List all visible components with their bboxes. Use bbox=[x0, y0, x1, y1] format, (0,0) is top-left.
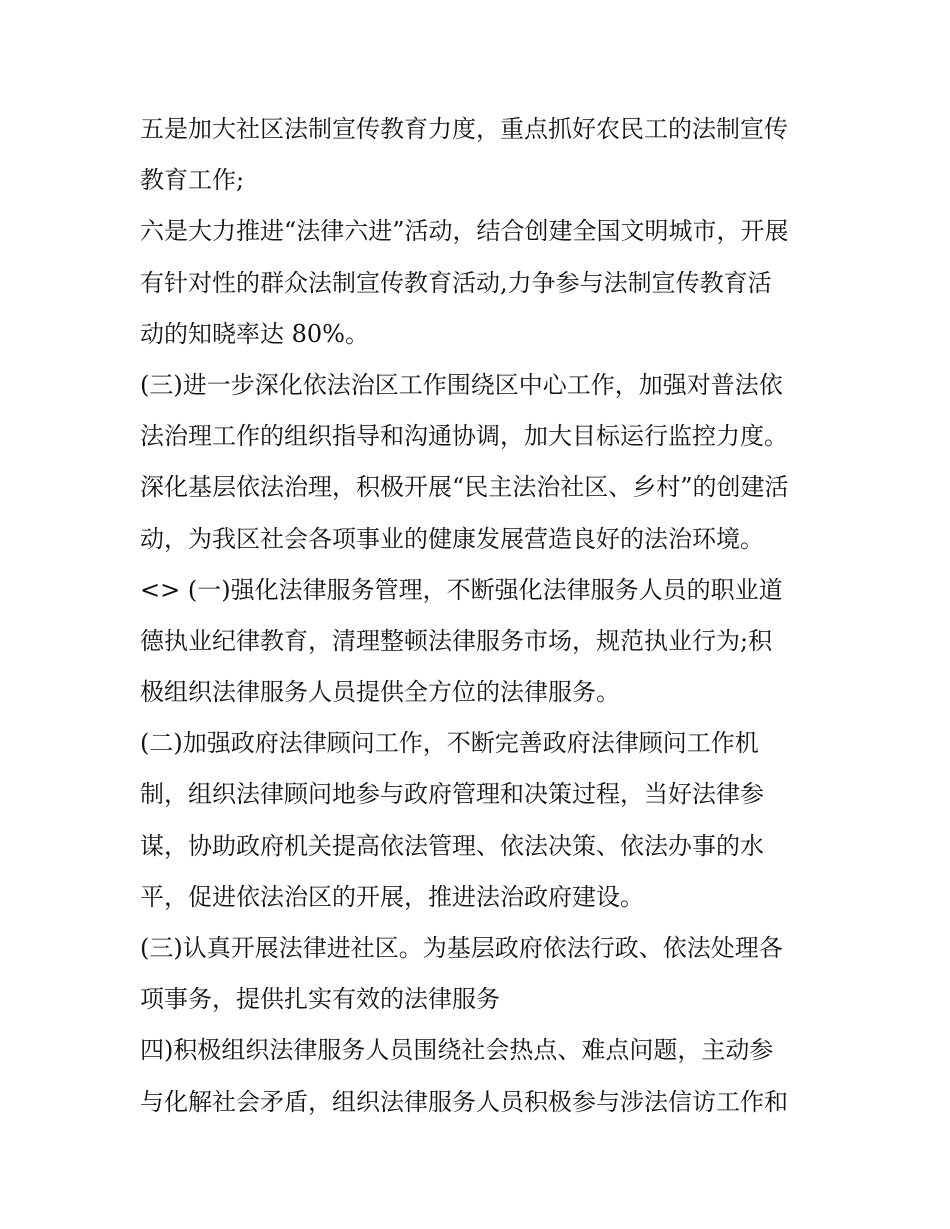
text-line: (二)加强政府法律顾问工作，不断完善政府法律顾问工作机 bbox=[140, 729, 759, 758]
text-line: 动的知晓率达 80%。 bbox=[140, 319, 369, 348]
text-line: (三)认真开展法律进社区。为基层政府依法行政、依法处理各 bbox=[140, 934, 783, 962]
text-line: 法治理工作的组织指导和沟通协调，加大目标运行监控力度。 bbox=[140, 422, 788, 451]
body-text bbox=[140, 104, 820, 1128]
text-line: 五是加大社区法制宣传教育力度，重点抓好农民工的法制宣传 bbox=[140, 115, 788, 143]
text-line: 动，为我区社会各项事业的健康发展营造良好的法治环境。 bbox=[140, 524, 764, 553]
text-line: 制，组织法律顾问地参与政府管理和决策过程，当好法律参 bbox=[140, 780, 764, 809]
text-line: 与化解社会矛盾，组织法律服务人员积极参与涉法信访工作和 bbox=[140, 1087, 788, 1116]
text-line: 有针对性的群众法制宣传教育活动,力争参与法制宣传教育活 bbox=[140, 268, 772, 297]
text-line: 极组织法律服务人员提供全方位的法律服务。 bbox=[140, 678, 620, 707]
text-line: 四)积极组织法律服务人员围绕社会热点、难点问题，主动参 bbox=[140, 1036, 774, 1065]
text-line: 平，促进依法治区的开展，推进法治政府建设。 bbox=[140, 882, 644, 911]
text-line: <> (一)强化法律服务管理，不断强化法律服务人员的职业道 bbox=[140, 575, 783, 604]
text-line: 谋，协助政府机关提高依法管理、依法决策、依法办事的水 bbox=[140, 831, 764, 860]
text-line: 教育工作; bbox=[140, 166, 245, 195]
text-line: (三)进一步深化依法治区工作围绕区中心工作，加强对普法依 bbox=[140, 370, 783, 399]
text-line: 德执业纪律教育，清理整顿法律服务市场，规范执业行为;积 bbox=[140, 626, 773, 655]
text-line: 六是大力推进“法律六进”活动，结合创建全国文明城市，开展 bbox=[140, 217, 789, 246]
text-line: 深化基层依法治理，积极开展“民主法治社区、乡村”的创建活 bbox=[140, 473, 789, 502]
text-line: 项事务，提供扎实有效的法律服务 bbox=[140, 985, 500, 1014]
